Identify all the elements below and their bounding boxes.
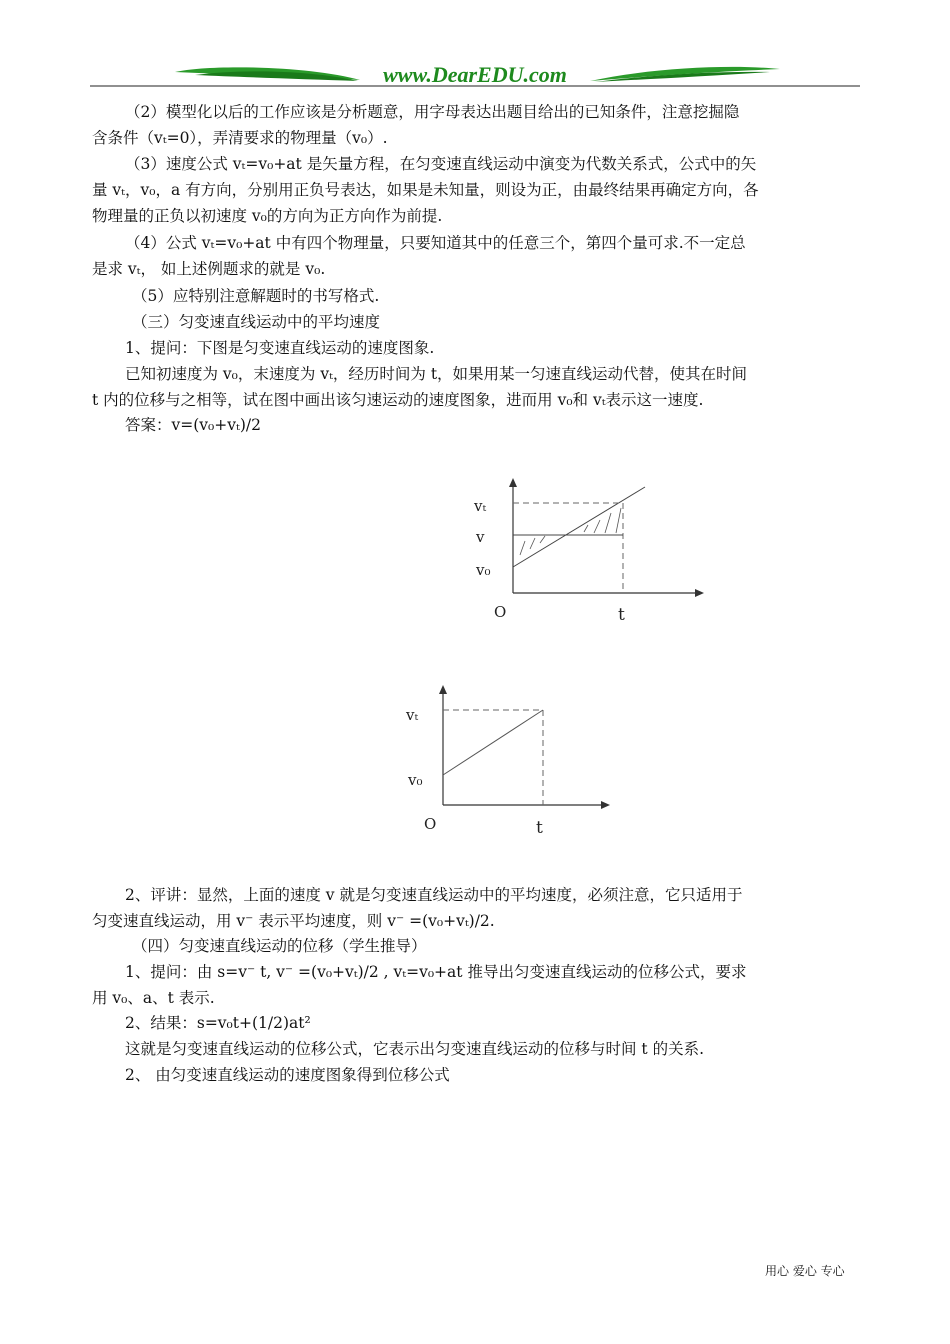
text-line: 物理量的正负以初速度 v₀的方向为正方向作为前提. (92, 207, 443, 225)
section-heading: （四）匀变速直线运动的位移（学生推导） (132, 937, 427, 955)
text-line: 用 v₀、a、t 表示. (92, 989, 215, 1007)
hatched-area (520, 508, 621, 555)
text-line: （5）应特别注意解题时的书写格式. (132, 287, 380, 305)
answer-line: 答案：v=(v₀+vₜ)/2 (125, 416, 261, 434)
label-origin: O (494, 603, 507, 621)
label-v0: v₀ (408, 771, 423, 789)
label-t: t (536, 818, 543, 838)
text-line: 含条件（vₜ=0），弄清要求的物理量（v₀）. (92, 129, 388, 147)
text-line: （3）速度公式 vₜ=v₀+at 是矢量方程，在匀变速直线运动中演变为代数关系式，公式中的矢 (125, 155, 757, 173)
label-v: v (476, 528, 485, 546)
label-origin: O (424, 815, 437, 833)
header-banner (90, 60, 860, 90)
text-line: 量 vₜ，v₀，a 有方向，分别用正负号表达，如果是未知量，则设为正，由最终结果再确定方向，各 (92, 181, 759, 199)
footer-text: 用心 爱心 专心 (765, 1264, 845, 1278)
text-line: （2）模型化以后的工作应该是分析题意，用字母表达出题目给出的已知条件，注意挖掘隐 (125, 103, 740, 121)
text-line: 2、结果：s=v₀t+(1/2)at² (125, 1014, 311, 1032)
label-vt: vₜ (406, 706, 419, 724)
velocity-graph (398, 680, 628, 840)
text-line: 1、提问：下图是匀变速直线运动的速度图象. (125, 339, 435, 357)
text-line: t 内的位移与之相等，试在图中画出该匀速运动的速度图象，进而用 v₀和 vₜ表示这一速度. (92, 391, 704, 409)
velocity-line (513, 487, 645, 567)
label-vt: vₜ (474, 497, 487, 515)
text-line: （4）公式 vₜ=v₀+at 中有四个物理量，只要知道其中的任意三个，第四个量可求.不一定总 (125, 234, 746, 252)
text-line: 匀变速直线运动，用 v⁻ 表示平均速度，则 v⁻ =(v₀+vₜ)/2. (92, 912, 495, 930)
text-line: 2、 由匀变速直线运动的速度图象得到位移公式 (125, 1066, 450, 1084)
site-name: www.DearEDU.com (383, 62, 567, 87)
text-line: 是求 vₜ， 如上述例题求的就是 v₀. (92, 260, 326, 278)
text-line: 1、提问：由 s=v⁻ t, v⁻ =(v₀+vₜ)/2 , vₜ=v₀+at 推导出匀变速直线运动的位移公式，要求 (125, 963, 747, 981)
velocity-line (443, 710, 543, 775)
label-t: t (618, 605, 625, 625)
text-line: 2、评讲：显然，上面的速度 v 就是匀变速直线运动中的平均速度，必须注意，它只适用于 (125, 886, 743, 904)
label-v0: v₀ (476, 561, 491, 579)
text-line: 已知初速度为 v₀，末速度为 vₜ，经历时间为 t，如果用某一匀速直线运动代替，使其在时间 (125, 365, 748, 383)
text-line: 这就是匀变速直线运动的位移公式，它表示出匀变速直线运动的位移与时间 t 的关系. (125, 1040, 705, 1058)
section-heading: （三）匀变速直线运动中的平均速度 (132, 313, 381, 331)
velocity-graph-average (470, 475, 710, 635)
